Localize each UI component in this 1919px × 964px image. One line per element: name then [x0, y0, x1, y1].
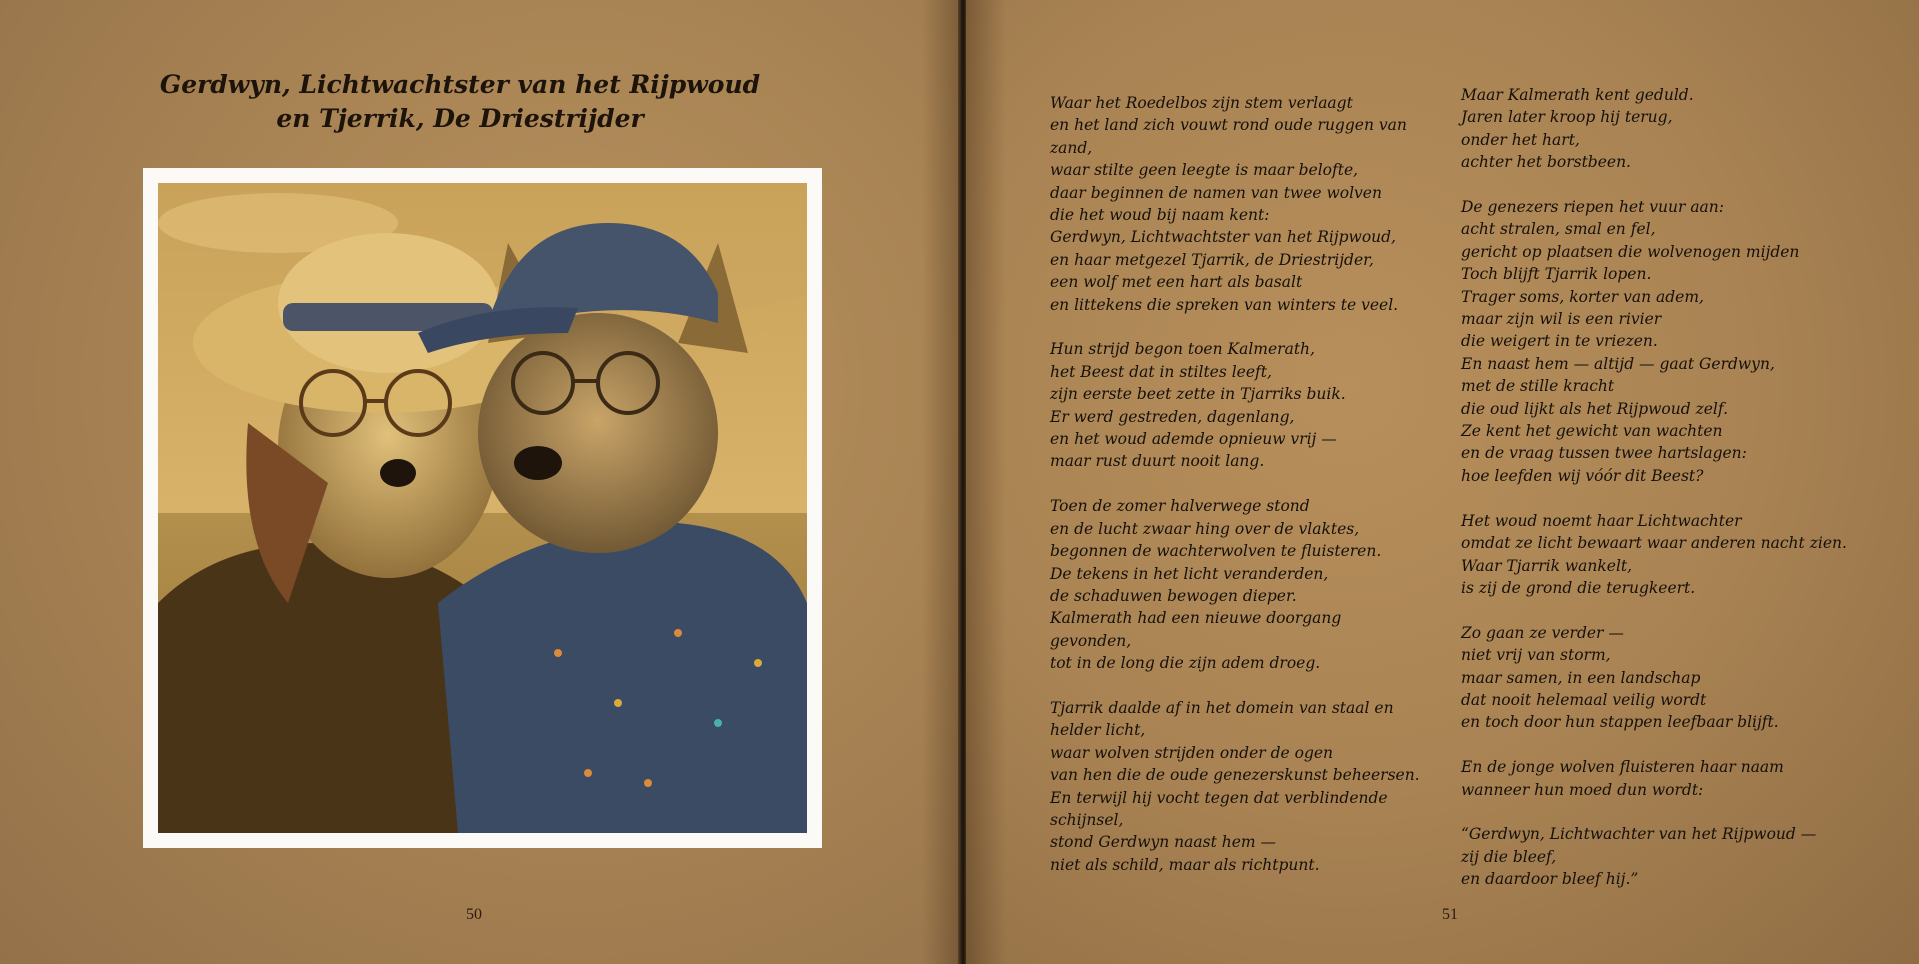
poem-line: De tekens in het licht veranderden,: [1050, 564, 1329, 583]
poem-line: En naast hem — altijd — gaat Gerdwyn,: [1461, 354, 1775, 373]
poem-line: En terwijl hij vocht tegen dat verblindende: [1050, 788, 1388, 807]
stanza: [1050, 495, 1420, 674]
poem-line: hoe leefden wij vóór dit Beest?: [1461, 466, 1704, 485]
poem-line: die weigert in te vriezen.: [1461, 332, 1658, 351]
stanza: [1461, 756, 1861, 801]
poem-line: het Beest dat in stiltes leeft,: [1050, 362, 1272, 381]
poem-line: wanneer hun moed dun wordt:: [1461, 780, 1704, 799]
poem-line: En de jonge wolven fluisteren haar naam: [1461, 758, 1784, 777]
poem-line: Toen de zomer halverwege stond: [1050, 497, 1310, 516]
stanza: [1461, 510, 1861, 600]
poem-line: Zo gaan ze verder —: [1461, 623, 1624, 642]
poem-line: acht stralen, smal en fel,: [1461, 220, 1656, 239]
poem-line: van hen die de oude genezerskunst beheersen.: [1050, 766, 1420, 785]
title-line-2: en Tjerrik, De Driestrijder: [276, 104, 644, 133]
poem-line: daar beginnen de namen van twee wolven: [1050, 183, 1382, 202]
poem-line: zijn eerste beet zette in Tjarriks buik.: [1050, 385, 1346, 404]
poem-line: achter het borstbeen.: [1461, 153, 1631, 172]
poem-line: Trager soms, korter van adem,: [1461, 287, 1704, 306]
poem-line: met de stille kracht: [1461, 377, 1615, 396]
poem-line: en de vraag tussen twee hartslagen:: [1461, 444, 1747, 463]
stanza: [1050, 697, 1420, 876]
poem-line: onder het hart,: [1461, 130, 1580, 149]
stanza: [1461, 84, 1861, 174]
poem-line: Maar Kalmerath kent geduld.: [1461, 86, 1694, 104]
stanza: [1461, 622, 1861, 734]
poem-line: omdat ze licht bewaart waar anderen nacht zien.: [1461, 534, 1847, 553]
poem-line: maar rust duurt nooit lang.: [1050, 452, 1265, 471]
poem-line: niet vrij van storm,: [1461, 646, 1611, 665]
poem-line: de schaduwen bewogen dieper.: [1050, 586, 1297, 605]
poem-line: die het woud bij naam kent:: [1050, 206, 1270, 225]
poem-line: Jaren later kroop hij terug,: [1461, 108, 1673, 127]
poem-line: Waar het Roedelbos zijn stem verlaagt: [1050, 94, 1353, 112]
poem-line: Waar Tjarrik wankelt,: [1461, 556, 1633, 575]
poem-column-2: [1461, 84, 1861, 913]
poem-line: en haar metgezel Tjarrik, de Driestrijder,: [1050, 250, 1374, 269]
poem-line: Hun strijd begon toen Kalmerath,: [1050, 340, 1315, 359]
poem-line: Kalmerath had een nieuwe doorgang: [1050, 609, 1342, 628]
poem-line: dat nooit helemaal veilig wordt: [1461, 690, 1707, 709]
poem-line: en littekens die spreken van winters te veel.: [1050, 295, 1399, 314]
poem-line: stond Gerdwyn naast hem —: [1050, 833, 1277, 852]
page-number-right: 51: [1442, 906, 1458, 923]
poem-line: zij die bleef,: [1461, 847, 1557, 866]
poem-line: niet als schild, maar als richtpunt.: [1050, 855, 1320, 874]
poem-line: schijnsel,: [1050, 810, 1124, 829]
poem-line: begonnen de wachterwolven te fluisteren.: [1050, 542, 1382, 561]
poem-line: is zij de grond die terugkeert.: [1461, 578, 1696, 597]
poem-line: Gerdwyn, Lichtwachtster van het Rijpwoud,: [1050, 228, 1396, 247]
poem-line: en daardoor bleef hij.”: [1461, 870, 1639, 889]
poem-line: Het woud noemt haar Lichtwachter: [1461, 511, 1742, 530]
poem-line: helder licht,: [1050, 721, 1146, 740]
poem-line: en het woud ademde opnieuw vrij —: [1050, 430, 1337, 449]
poem-line: maar samen, in een landschap: [1461, 668, 1701, 687]
stanza: [1050, 338, 1420, 472]
illustration-frame: [143, 168, 822, 848]
poem-line: Toch blijft Tjarrik lopen.: [1461, 265, 1652, 284]
stanza: [1461, 196, 1861, 487]
poem-line: tot in de long die zijn adem droeg.: [1050, 654, 1321, 673]
poem-line: “Gerdwyn, Lichtwachter van het Rijpwoud —: [1461, 825, 1817, 844]
poem-line: De genezers riepen het vuur aan:: [1461, 198, 1725, 217]
wolf-couple-painting-icon: [158, 183, 807, 833]
poem-line: die oud lijkt als het Rijpwoud zelf.: [1461, 399, 1728, 418]
stanza: [1050, 92, 1420, 316]
poem-line: een wolf met een hart als basalt: [1050, 273, 1303, 292]
poem-line: en de lucht zwaar hing over de vlaktes,: [1050, 519, 1360, 538]
poem-line: zand,: [1050, 138, 1093, 157]
poem-line: Ze kent het gewicht van wachten: [1461, 422, 1723, 441]
poem-line: Tjarrik daalde af in het domein van staal en: [1050, 698, 1394, 717]
page-title: [150, 68, 770, 136]
poem-line: Er werd gestreden, dagenlang,: [1050, 407, 1295, 426]
poem-line: waar wolven strijden onder de ogen: [1050, 743, 1334, 762]
poem-line: maar zijn wil is een rivier: [1461, 310, 1662, 329]
stanza: [1461, 823, 1861, 890]
page-number-left: 50: [466, 906, 482, 923]
poem-line: waar stilte geen leegte is maar belofte,: [1050, 161, 1359, 180]
poem-line: gericht op plaatsen die wolvenogen mijden: [1461, 242, 1800, 261]
poem-line: en toch door hun stappen leefbaar blijft.: [1461, 713, 1779, 732]
title-line-1: Gerdwyn, Lichtwachtster van het Rijpwoud: [159, 70, 761, 99]
poem-line: en het land zich vouwt rond oude ruggen van: [1050, 116, 1407, 135]
poem-column-1: [1050, 92, 1420, 899]
poem-line: gevonden,: [1050, 631, 1132, 650]
